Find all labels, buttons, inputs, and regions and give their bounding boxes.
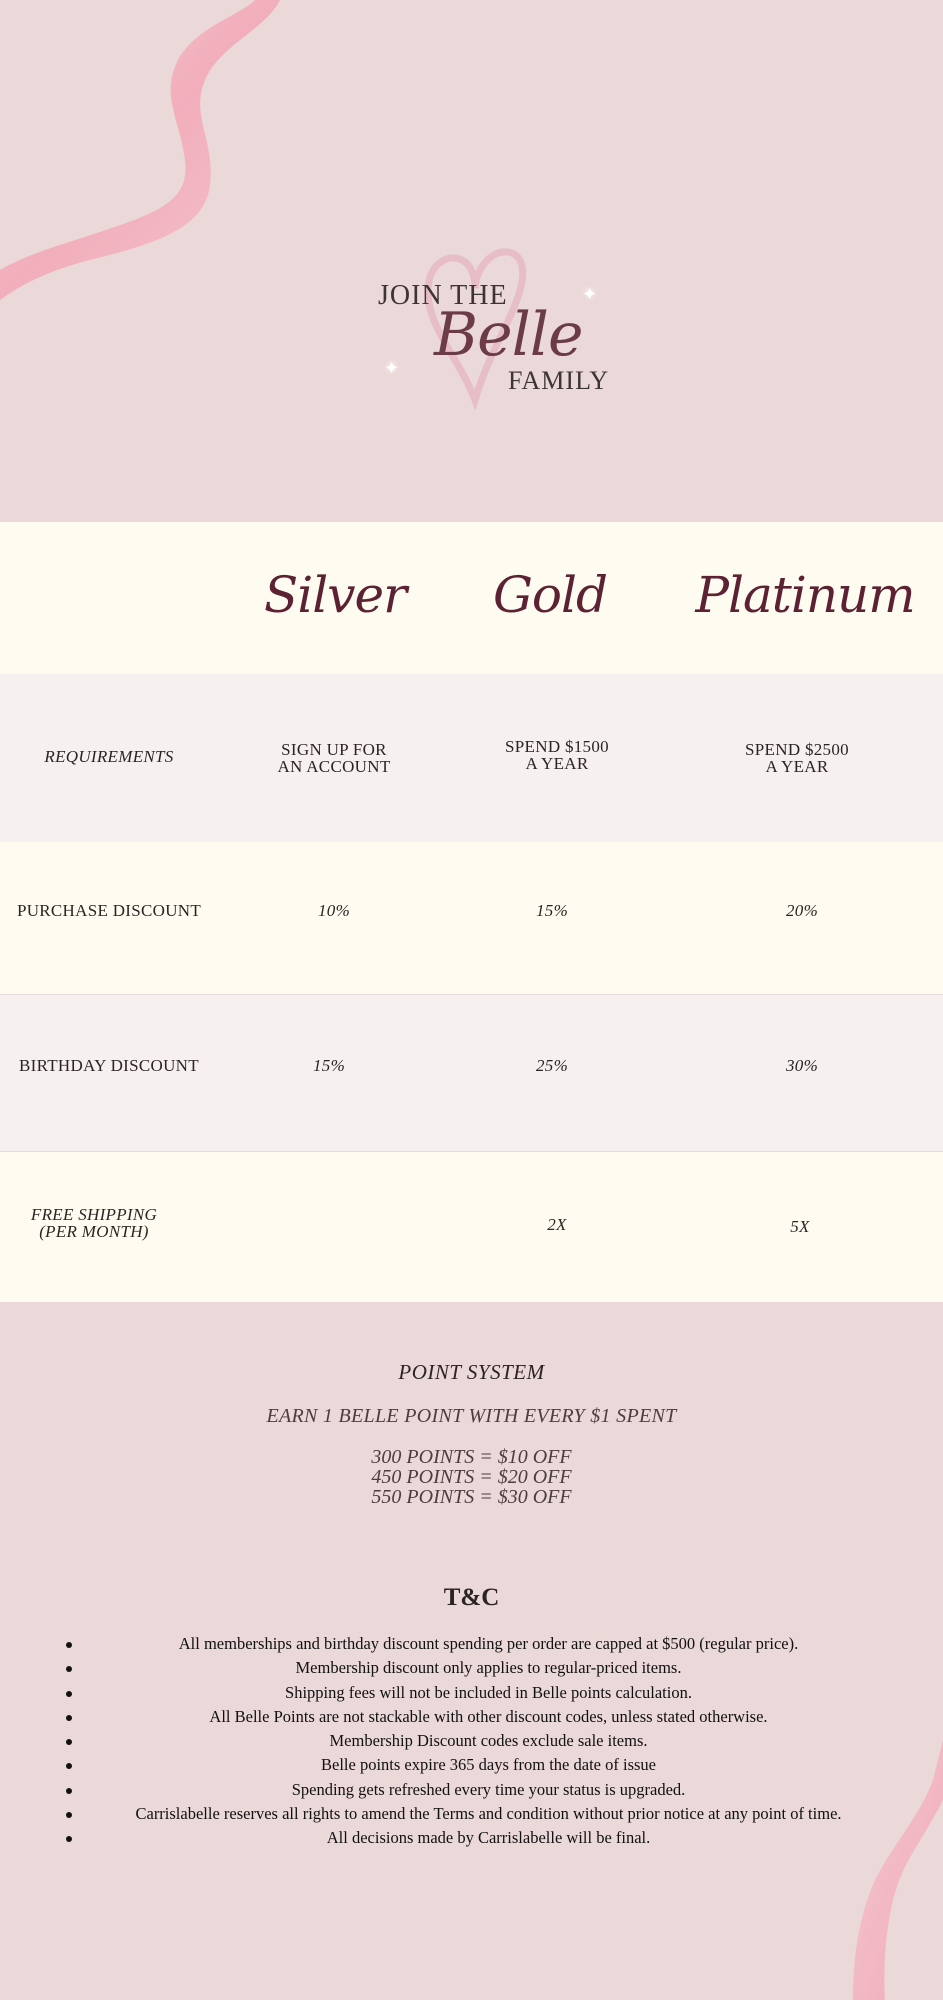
- ribbon-decoration: [823, 1740, 943, 2000]
- brand-name: Belle: [434, 300, 583, 370]
- list-item: [66, 1753, 911, 1777]
- list-item: [66, 1802, 911, 1826]
- table-cell: 15%: [535, 901, 569, 920]
- cell-line: SPEND $2500: [745, 740, 849, 759]
- purchase-discount-row: [0, 842, 943, 994]
- requirements-row: [0, 674, 943, 842]
- list-item: [66, 1826, 911, 1850]
- join-text: JOIN THE: [378, 280, 508, 311]
- tc-item-text: Membership discount only applies to regular-priced items.: [295, 1658, 682, 1678]
- label-line: FREE SHIPPING: [30, 1205, 158, 1224]
- tier-silver: Silver: [264, 566, 406, 624]
- brand-logo: [370, 240, 620, 410]
- birthday-discount-row: [0, 995, 943, 1151]
- cell-line: A YEAR: [765, 757, 829, 776]
- bullet-icon: [66, 1836, 72, 1842]
- tc-item-text: All memberships and birthday discount spending per order are capped at $500 (regular price).: [178, 1634, 799, 1653]
- family-text: FAMILY: [508, 366, 610, 395]
- table-cell: [457, 738, 657, 772]
- bullet-icon: [66, 1788, 72, 1794]
- bullet-icon: [66, 1763, 72, 1769]
- tc-item-text: All Belle Points are not stackable with other discount codes, unless stated otherwise.: [209, 1706, 768, 1726]
- hero-banner: [0, 0, 943, 522]
- row-label: BIRTHDAY DISCOUNT: [19, 1056, 199, 1075]
- tier-header-row: [0, 522, 943, 674]
- bullet-icon: [66, 1715, 72, 1721]
- table-cell: 30%: [785, 1056, 819, 1075]
- points-tier: 550 POINTS = $30 OFF: [371, 1486, 572, 1508]
- cell-line: AN ACCOUNT: [277, 757, 391, 776]
- table-cell: 15%: [312, 1056, 346, 1075]
- table-cell: 25%: [535, 1056, 569, 1075]
- tc-item-text: Shipping fees will not be included in Belle points calculation.: [285, 1682, 692, 1702]
- tc-item-text: Belle points expire 365 days from the date of issue: [321, 1755, 656, 1775]
- bullet-icon: [66, 1666, 72, 1672]
- points-redemption-list: [0, 1447, 943, 1507]
- list-item: [66, 1705, 911, 1729]
- bullet-icon: [66, 1812, 72, 1818]
- cell-line: SIGN UP FOR: [281, 740, 387, 759]
- sparkle-icon: ✦: [384, 358, 400, 378]
- table-cell: [697, 741, 897, 775]
- tier-gold: Gold: [492, 566, 608, 624]
- list-item: [66, 1656, 911, 1680]
- points-title: POINT SYSTEM: [398, 1360, 545, 1384]
- points-tier: 450 POINTS = $20 OFF: [371, 1466, 572, 1488]
- tc-item-text: Spending gets refreshed every time your status is upgraded.: [291, 1779, 686, 1799]
- tc-list: [66, 1632, 911, 1851]
- label-line: (PER MONTH): [39, 1222, 149, 1241]
- row-label: REQUIREMENTS: [44, 747, 174, 766]
- list-item: [66, 1778, 911, 1802]
- free-shipping-row: [0, 1152, 943, 1302]
- tc-item-text: Carrislabelle reserves all rights to amend the Terms and condition without prior notice at any point of time.: [135, 1804, 842, 1824]
- tier-platinum: Platinum: [695, 566, 915, 624]
- bullet-icon: [66, 1642, 72, 1648]
- tc-item-text: Membership Discount codes exclude sale items.: [329, 1731, 648, 1751]
- cell-line: A YEAR: [525, 754, 589, 773]
- points-tier: 300 POINTS = $10 OFF: [371, 1446, 572, 1468]
- row-label: PURCHASE DISCOUNT: [16, 901, 202, 920]
- list-item: [66, 1681, 911, 1705]
- bullet-icon: [66, 1739, 72, 1745]
- table-cell: [234, 741, 434, 775]
- tc-title: T&C: [443, 1584, 500, 1611]
- table-cell: 2X: [547, 1215, 567, 1234]
- tc-item-text: All decisions made by Carrislabelle will be final.: [326, 1828, 651, 1848]
- ribbon-decoration: [0, 0, 300, 320]
- list-item: [66, 1632, 911, 1656]
- points-earn-text: EARN 1 BELLE POINT WITH EVERY $1 SPENT: [266, 1405, 677, 1427]
- row-label: [0, 1206, 188, 1240]
- sparkle-icon: ✦: [582, 284, 598, 304]
- table-cell: 5X: [790, 1217, 810, 1236]
- table-cell: 10%: [317, 901, 351, 920]
- bullet-icon: [66, 1691, 72, 1697]
- cell-line: SPEND $1500: [505, 737, 609, 756]
- list-item: [66, 1729, 911, 1753]
- table-cell: 20%: [785, 901, 819, 920]
